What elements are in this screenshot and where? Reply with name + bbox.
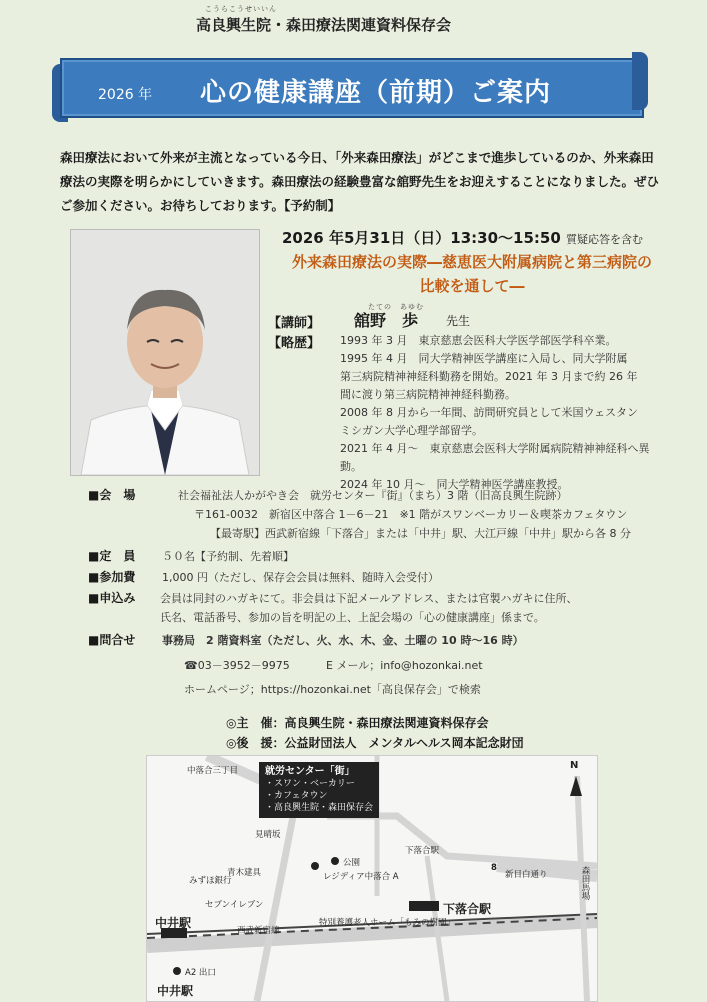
support-text: ◎後 援：公益財団法人 メンタルヘルス岡本記念財団 (226, 736, 524, 750)
history-line: 2021 年 4 月～ 東京慈恵会医科大学附属病院精神神経科へ異動。 (340, 442, 650, 473)
map-label-seibu: 西武新宿線 (237, 926, 280, 936)
homepage-link[interactable]: ホームページ；https://hozonkai.net「高良保存会」で検索 (184, 683, 481, 696)
map-label-nakai3: 中落合三丁目 (187, 766, 239, 776)
fee-label: ■参加費 (88, 570, 136, 584)
header-ruby: こうらこうせいいん (205, 5, 277, 13)
apply-text-1: 会員は同封のハガキにて。非会員は下記メールアドレス、または官製ハガキに住所、 (160, 592, 578, 605)
map-label-nakai-station-2: 中井駅 (157, 984, 194, 998)
header-org-title: 高良興生院・森田療法関連資料保存会 (196, 16, 452, 34)
venue-callout (259, 762, 379, 818)
lecturer-name: 舘野 歩 (354, 311, 419, 330)
lecturer-ruby-2: あゆむ (400, 303, 424, 311)
history-line: 1993 年 3 月 東京慈恵会医科大学医学部医学科卒業。 (340, 334, 617, 347)
access-map (146, 755, 598, 1002)
map-label-shimoochiai-st: 下落合駅 (405, 846, 440, 856)
intro-text: 森田療法において外来が主流となっている今日、「外来森田療法」がどこまで進歩しているのか、外来森田療法の実際を明らかにしていきます。森田療法の経験豊富な舘野先生をお迎えすることになりました。ぜひご参加ください。お待ちしております。【予約制】 (60, 150, 660, 213)
event-date-note: 質疑応答を含む (566, 233, 644, 246)
email-link[interactable]: E メール；info@hozonkai.net (326, 659, 483, 672)
north-label: N (570, 760, 579, 771)
lecturer-history (340, 332, 670, 494)
map-label-nakai-station: 中井駅 (155, 916, 192, 930)
history-label: 【略歴】 (268, 336, 321, 351)
venue-callout-item: ・カフェタウン (265, 791, 328, 801)
banner-curl-right (632, 52, 648, 110)
contact-text: 事務局 2 階資料室（ただし、火、水、木、金、土曜の 10 時～16 時） (162, 634, 524, 647)
host-text: ◎主 催：高良興生院・森田療法関連資料保存会 (226, 716, 489, 730)
map-label-regidia: レジディア中落合 A (323, 872, 399, 882)
station-text: 【最寄駅】西武新宿線「下落合」または「中井」駅、大江戸線「中井」駅から各 8 分 (210, 527, 631, 540)
map-label-morita: 森田馬場 (580, 866, 590, 900)
map-label-seven: セブンイレブン (205, 900, 264, 910)
capacity-text: ５０名【予約制、先着順】 (162, 550, 294, 563)
map-label-park: 公園 (343, 858, 361, 868)
history-line: 2024 年 10 月～ 同大学精神医学講座教授。 (340, 478, 569, 491)
venue-callout-item: ・高良興生院・森田保存会 (265, 803, 374, 813)
history-line: 間に渡り第三病院精神神経科勤務。 (340, 388, 516, 401)
venue-label: ■会 場 (88, 488, 136, 502)
venue-callout-title: 就労センター「街」 (265, 766, 355, 777)
lecturer-suffix: 先生 (446, 314, 471, 328)
map-label-mizuho: みずほ銀行 (189, 876, 232, 886)
venue-text: 社会福祉法人かがやき会 就労センター『街』（まち）3 階（旧高良興生院跡） (178, 489, 568, 502)
map-label-miharashi: 見晴坂 (255, 830, 281, 840)
banner-year: 2026 年 (98, 87, 153, 103)
map-label-aoki: 青木建具 (227, 868, 262, 878)
address-text: 〒161-0032 新宿区中落合 1－6－21 ※1 階がスワンベーカリー＆喫茶カフェタウン (194, 508, 628, 521)
map-label-a2: A2 出口 (185, 968, 216, 978)
event-topic: 外来森田療法の実際―慈恵医大附属病院と第三病院の比較を通して― (292, 253, 653, 295)
contact-label: ■問合せ (88, 633, 136, 647)
tel-text: ☎03－3952－9975 (184, 659, 290, 672)
apply-text-2: 氏名、電話番号、参加の旨を明記の上、上記会場の「心の健康講座」係まで。 (160, 611, 545, 624)
history-line: ミシガン大学心理学部留学。 (340, 424, 483, 437)
lecturer-photo (70, 229, 260, 476)
history-line: 第三病院精神神経科勤務を開始。2021 年 3 月まで約 26 年 (340, 370, 638, 383)
venue-callout-item: ・スワン・ベーカリー (265, 779, 355, 789)
event-date-text: 2026 年5月31日（日）13:30～15:50 (282, 229, 561, 247)
lecturer-ruby-1: たての (368, 303, 392, 311)
event-date (282, 227, 643, 248)
lecturer-label: 【講師】 (268, 316, 321, 331)
map-label-shimoochiai-station: 下落合駅 (443, 902, 492, 916)
capacity-label: ■定 員 (88, 549, 136, 563)
history-line: 1995 年 4 月 同大学精神医学講座に入局し、同大学附属 (340, 352, 628, 365)
fee-text: 1,000 円（ただし、保存会会員は無料、随時入会受付） (162, 571, 439, 584)
map-label-shinmejiro: 新目白通り (505, 870, 548, 880)
banner-title: 心の健康講座（前期）ご案内 (200, 78, 552, 108)
map-label-route8: 8 (491, 863, 497, 873)
map-label-nursing: 特別養護老人ホーム「もみの樹園」 (319, 918, 456, 928)
apply-label: ■申込み (88, 591, 136, 605)
history-line: 2008 年 8 月から一年間、訪問研究員として米国ウェスタン (340, 406, 639, 419)
